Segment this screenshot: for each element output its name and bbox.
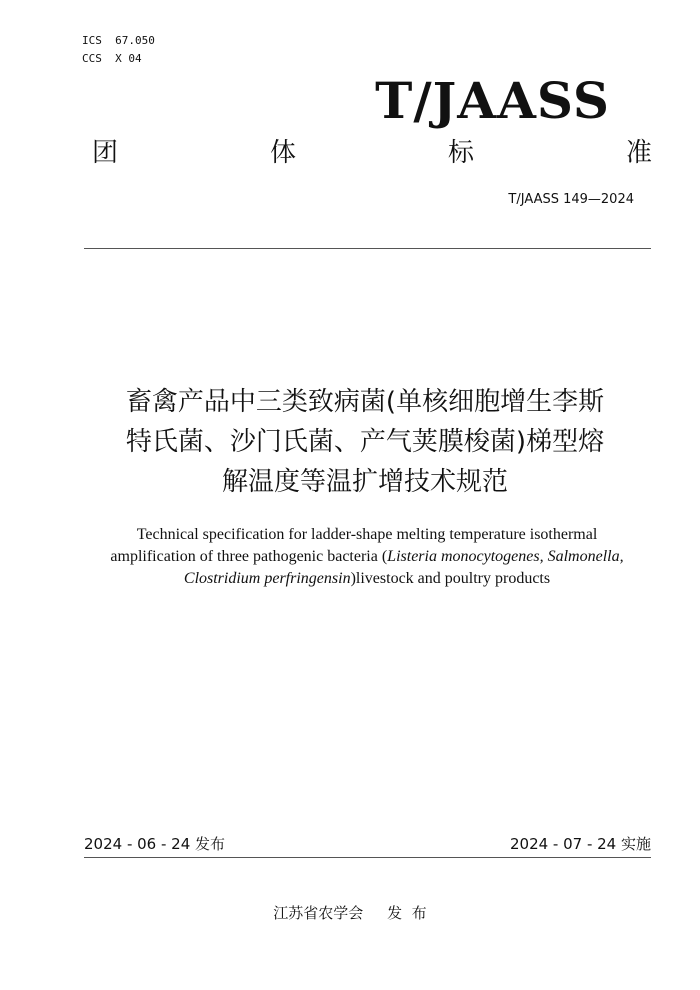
publisher: 江苏省农学会 发 布	[273, 904, 427, 922]
chinese-title	[70, 382, 660, 502]
english-title-line	[70, 546, 664, 568]
footer-divider	[84, 857, 651, 858]
standard-type-heading	[92, 136, 652, 170]
standard-type-char: 体	[269, 138, 296, 168]
standard-logo-text: T/JAASS	[375, 71, 610, 130]
chinese-title-line: 畜禽产品中三类致病菌(单核细胞增生李斯	[125, 387, 605, 417]
ics-code: ICS 67.050	[82, 34, 155, 47]
english-title-species: Clostridium perfringensin	[183, 570, 351, 587]
standard-type-char: 准	[625, 138, 652, 168]
ccs-code: CCS X 04	[82, 52, 142, 65]
english-title	[70, 524, 664, 590]
effective-date: 2024 - 07 - 24 实施	[509, 835, 651, 853]
english-title-text: amplification of three pathogenic bacteria (	[110, 548, 388, 565]
header-divider	[84, 248, 651, 249]
standard-type-char: 团	[92, 138, 119, 168]
english-title-species: Listeria monocytogenes, Salmonella,	[387, 548, 624, 565]
english-title-line	[70, 568, 664, 590]
standard-number: T/JAASS 149—2024	[508, 192, 634, 207]
release-date: 2024 - 06 - 24 发布	[84, 835, 226, 853]
chinese-title-line: 解温度等温扩增技术规范	[221, 467, 508, 497]
chinese-title-line: 特氏菌、沙门氏菌、产气荚膜梭菌)梯型熔	[125, 427, 605, 457]
english-title-text: )livestock and poultry products	[350, 570, 551, 587]
english-title-line: Technical specification for ladder-shape melting temperature isothermal	[136, 526, 598, 543]
standard-type-char: 标	[447, 138, 474, 168]
